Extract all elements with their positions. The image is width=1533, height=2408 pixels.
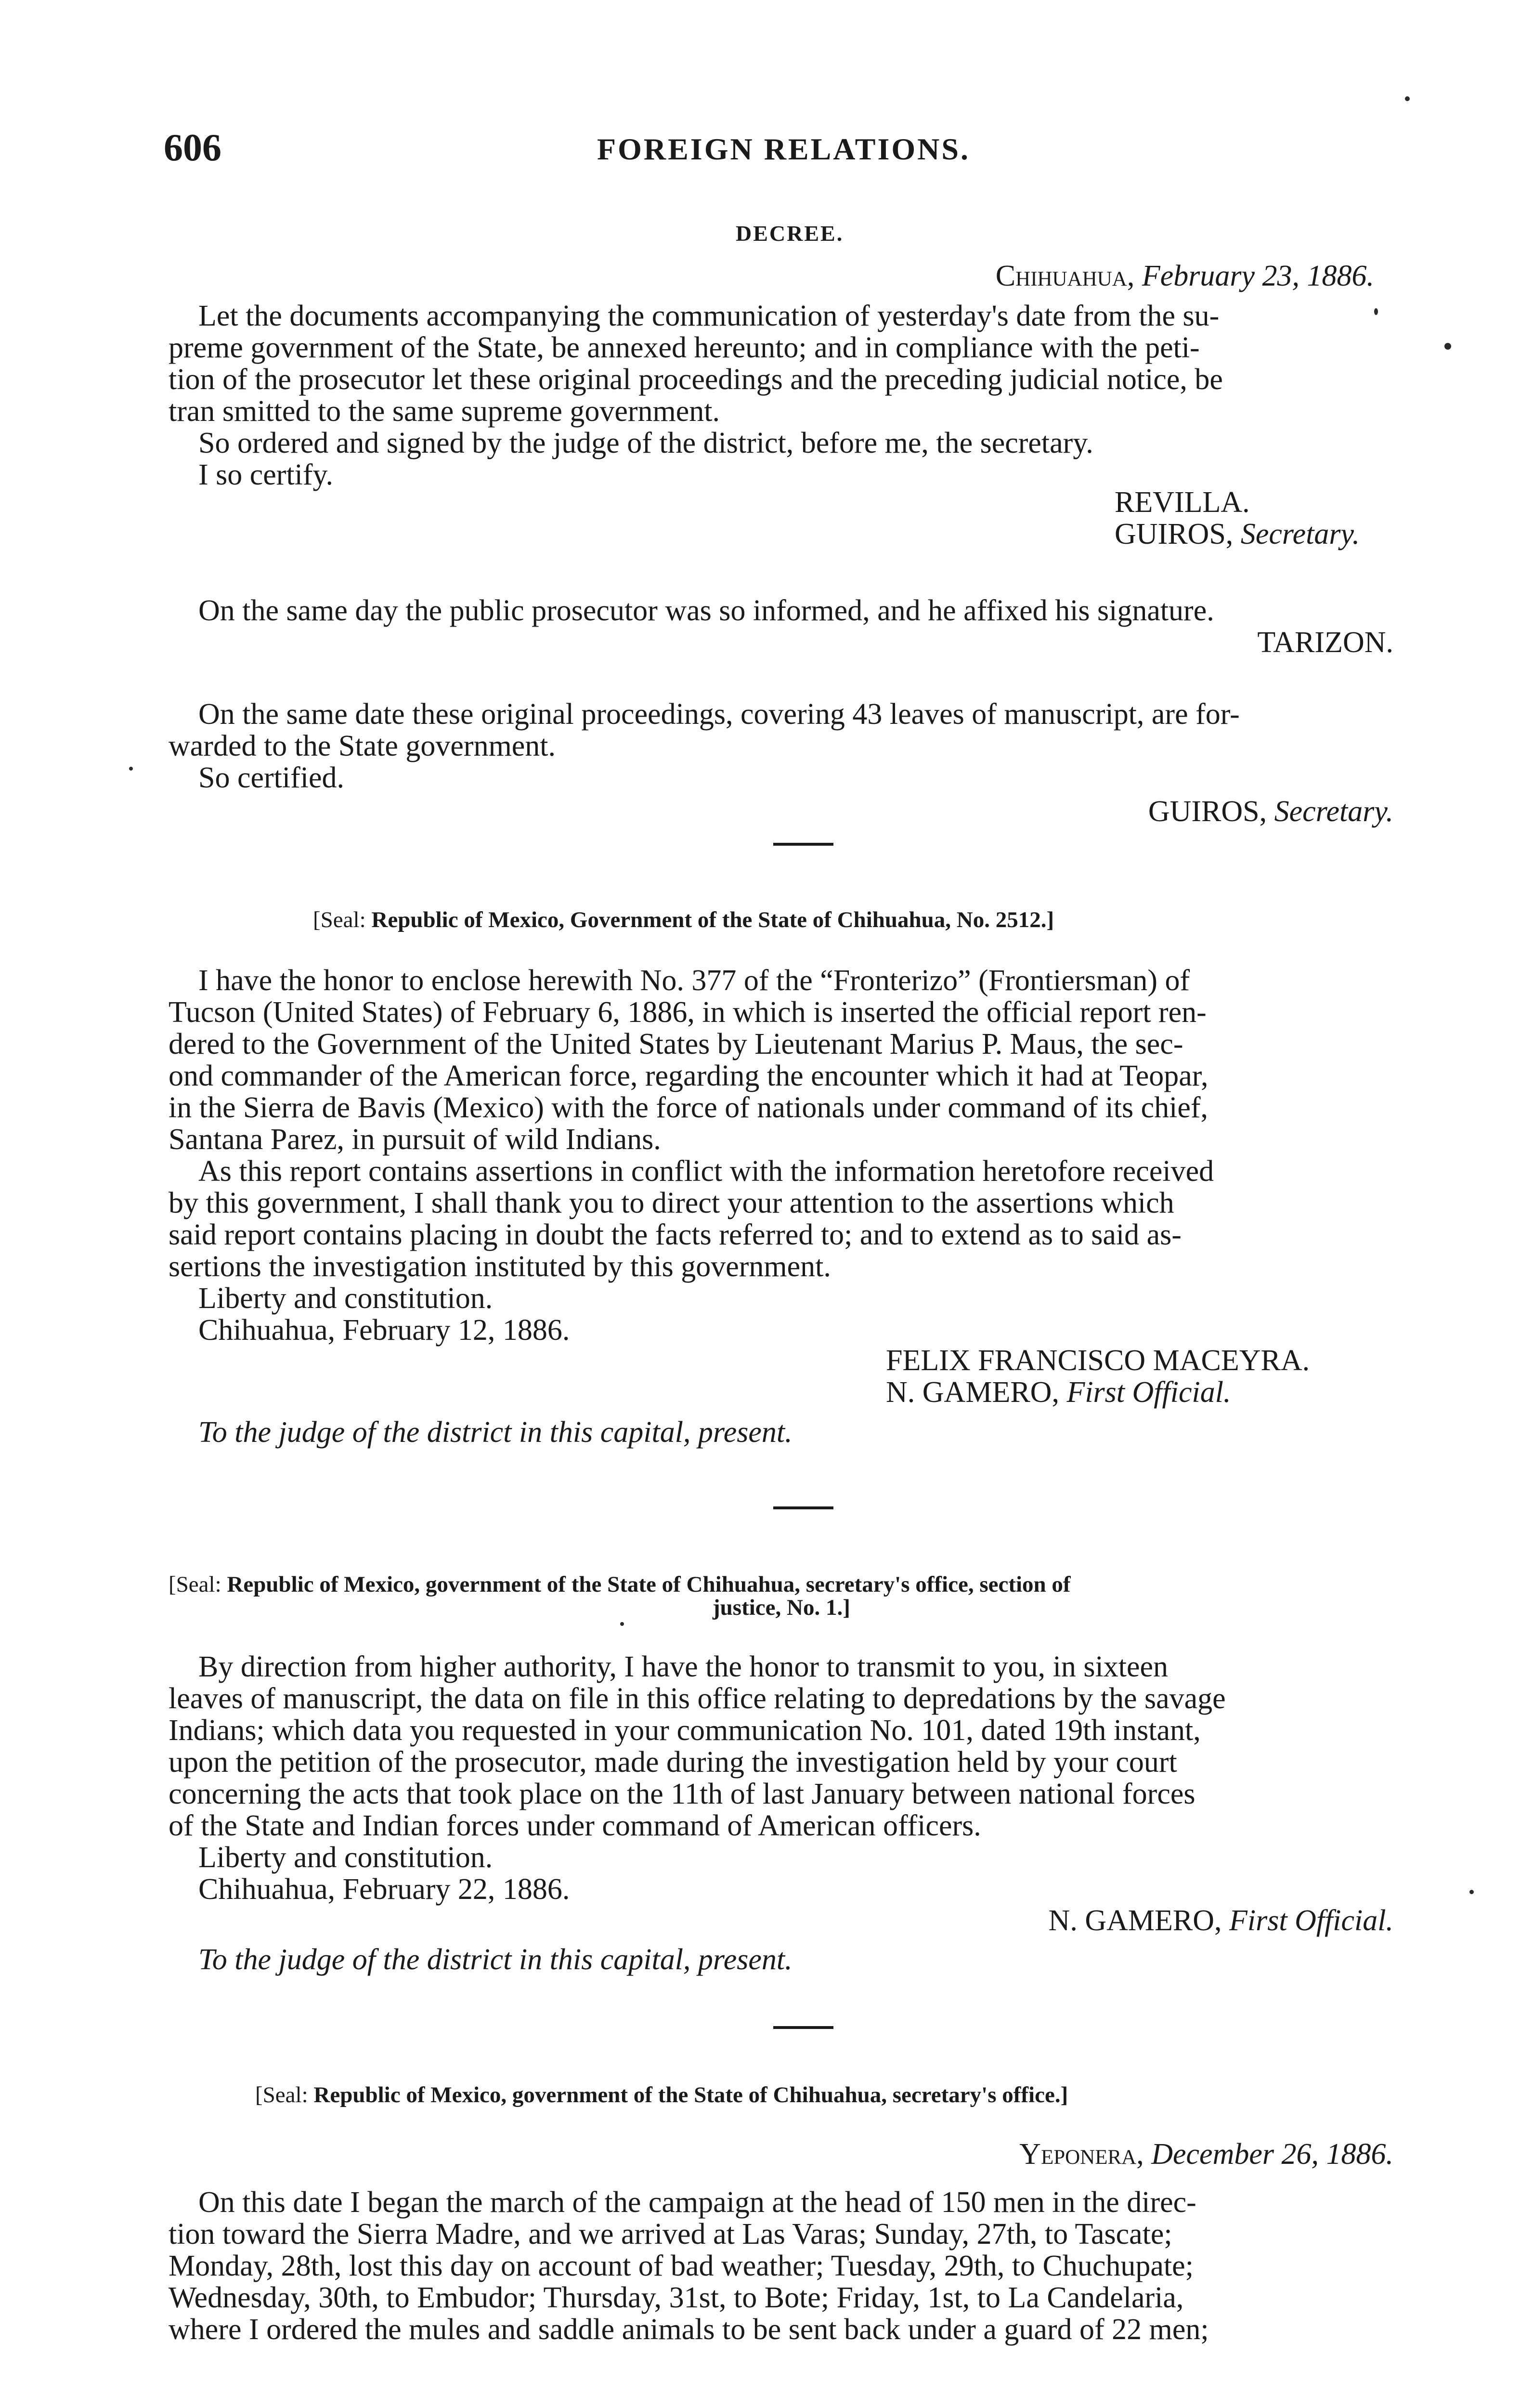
letter-dateline	[1019, 2138, 1393, 2170]
letter-line: Santana Parez, in pursuit of wild Indians.	[169, 1123, 661, 1156]
seal-text: Republic of Mexico, government of the State of Chihuahua, secretary's office.]	[308, 2082, 1068, 2107]
seal-prefix: [Seal:	[313, 907, 366, 932]
letter-line: sertions the investigation instituted by this government.	[169, 1250, 831, 1283]
prosecutor-notice: On the same day the public prosecutor was so informed, and he affixed his signature.	[198, 594, 1214, 627]
letter-address: To the judge of the district in this capital, present.	[198, 1416, 792, 1449]
decree-signer-name: GUIROS,	[1115, 518, 1234, 550]
scan-speck	[129, 767, 133, 771]
letter-date: December 26, 1886.	[1151, 2138, 1393, 2171]
page-number: 606	[164, 127, 221, 169]
letter-line: Chihuahua, February 22, 1886.	[198, 1873, 570, 1906]
section-divider	[773, 2026, 833, 2029]
letter-line: dered to the Government of the United States by Lieutenant Marius P. Maus, the sec-	[169, 1028, 1183, 1060]
letter-signer-gamero	[886, 1376, 1231, 1408]
seal-text: Republic of Mexico, Government of the State of Chihuahua, No. 2512.]	[365, 907, 1054, 932]
letter-line: As this report contains assertions in conflict with the information heretofore received	[198, 1155, 1214, 1188]
decree-place: Chihuahua,	[995, 260, 1135, 292]
decree-line: tion of the prosecutor let these original proceedings and the preceding judicial notice, be	[169, 363, 1223, 396]
seal-note	[313, 907, 1054, 933]
seal-text: Republic of Mexico, government of the State of Chihuahua, secretary's office, section of	[221, 1572, 1071, 1597]
forward-line: So certified.	[198, 761, 345, 794]
seal-note	[255, 2082, 1068, 2108]
scan-speck	[620, 1622, 624, 1626]
forward-signer-title: Secretary.	[1274, 795, 1393, 828]
letter-line: Wednesday, 30th, to Embudor; Thursday, 31st, to Bote; Friday, 1st, to La Candelaria,	[169, 2281, 1184, 2314]
decree-line: So ordered and signed by the judge of the district, before me, the secretary.	[198, 427, 1093, 459]
decree-date: February 23, 1886.	[1142, 260, 1374, 292]
decree-signer-title: Secretary.	[1240, 518, 1360, 550]
letter-line: Indians; which data you requested in your communication No. 101, dated 19th instant,	[169, 1714, 1201, 1747]
letter-address: To the judge of the district in this capital, present.	[198, 1943, 792, 1976]
letter-line: Liberty and constitution.	[198, 1841, 493, 1874]
letter-line: leaves of manuscript, the data on file in this office relating to depredations by the savage	[169, 1682, 1226, 1715]
decree-line: preme government of the State, be annexed hereunto; and in compliance with the peti-	[169, 331, 1200, 364]
decree-signer-revilla: REVILLA.	[1115, 486, 1250, 519]
letter-line: ond commander of the American force, regarding the encounter which it had at Teopar,	[169, 1060, 1208, 1092]
forward-line: warded to the State government.	[169, 730, 556, 762]
letter-signer-maceyra: FELIX FRANCISCO MACEYRA.	[886, 1344, 1310, 1377]
letter-signer-name: N. GAMERO,	[886, 1376, 1059, 1409]
letter-signer-gamero	[1049, 1905, 1393, 1937]
letter-line: On this date I began the march of the campaign at the head of 150 men in the direc-	[198, 2186, 1196, 2219]
forward-signer-name: GUIROS,	[1148, 795, 1267, 828]
decree-line: tran smitted to the same supreme government.	[169, 395, 720, 428]
letter-place: Yeponera,	[1019, 2138, 1144, 2171]
letter-line: concerning the acts that took place on the 11th of last January between national forces	[169, 1778, 1195, 1810]
seal-prefix: [Seal:	[255, 2082, 308, 2107]
forward-line: On the same date these original proceedings, covering 43 leaves of manuscript, are for-	[198, 698, 1240, 731]
letter-line: in the Sierra de Bavis (Mexico) with the force of nationals under command of its chief,	[169, 1091, 1208, 1124]
seal-prefix: [Seal:	[169, 1572, 221, 1597]
notice-signer-tarizon: TARIZON.	[1257, 626, 1393, 659]
letter-line: upon the petition of the prosecutor, made during the investigation held by your court	[169, 1746, 1177, 1779]
letter-line: By direction from higher authority, I have the honor to transmit to you, in sixteen	[198, 1650, 1169, 1683]
letter-signer-name: N. GAMERO,	[1048, 1904, 1222, 1937]
forward-signer	[1148, 796, 1393, 827]
scan-speck	[1469, 1890, 1474, 1894]
letter-line: Liberty and constitution.	[198, 1282, 493, 1315]
letter-line: Tucson (United States) of February 6, 1886, in which is inserted the official report ren-	[169, 996, 1207, 1029]
letter-line: Chihuahua, February 12, 1886.	[198, 1314, 570, 1347]
decree-line: Let the documents accompanying the communication of yesterday's date from the su-	[198, 300, 1220, 332]
section-divider	[773, 1506, 833, 1509]
scan-speck	[1405, 96, 1410, 101]
letter-line: tion toward the Sierra Madre, and we arrived at Las Varas; Sunday, 27th, to Tascate;	[169, 2218, 1172, 2251]
letter-signer-title: First Official.	[1066, 1376, 1231, 1409]
letter-line: where I ordered the mules and saddle animals to be sent back under a guard of 22 men;	[169, 2313, 1209, 2346]
letter-line: said report contains placing in doubt the facts referred to; and to extend as to said as-	[169, 1218, 1182, 1251]
seal-text: justice, No. 1.]	[713, 1595, 850, 1620]
letter-line: of the State and Indian forces under command of American officers.	[169, 1809, 981, 1842]
letter-line: by this government, I shall thank you to direct your attention to the assertions which	[169, 1187, 1174, 1219]
decree-dateline	[996, 260, 1374, 292]
scan-speck	[1374, 308, 1378, 315]
scan-speck	[1444, 343, 1451, 350]
decree-line: I so certify.	[198, 458, 334, 491]
seal-note-continued	[713, 1595, 850, 1621]
decree-signer-guiros	[1115, 518, 1360, 550]
section-divider	[773, 843, 833, 846]
seal-note	[169, 1571, 1071, 1597]
letter-line: I have the honor to enclose herewith No. 377 of the “Fronterizo” (Frontiersman) of	[198, 964, 1190, 997]
running-title: FOREIGN RELATIONS.	[597, 132, 970, 166]
letter-signer-title: First Official.	[1229, 1904, 1393, 1937]
letter-line: Monday, 28th, lost this day on account of bad weather; Tuesday, 29th, to Chuchupate;	[169, 2250, 1194, 2282]
decree-heading: DECREE.	[736, 221, 844, 246]
